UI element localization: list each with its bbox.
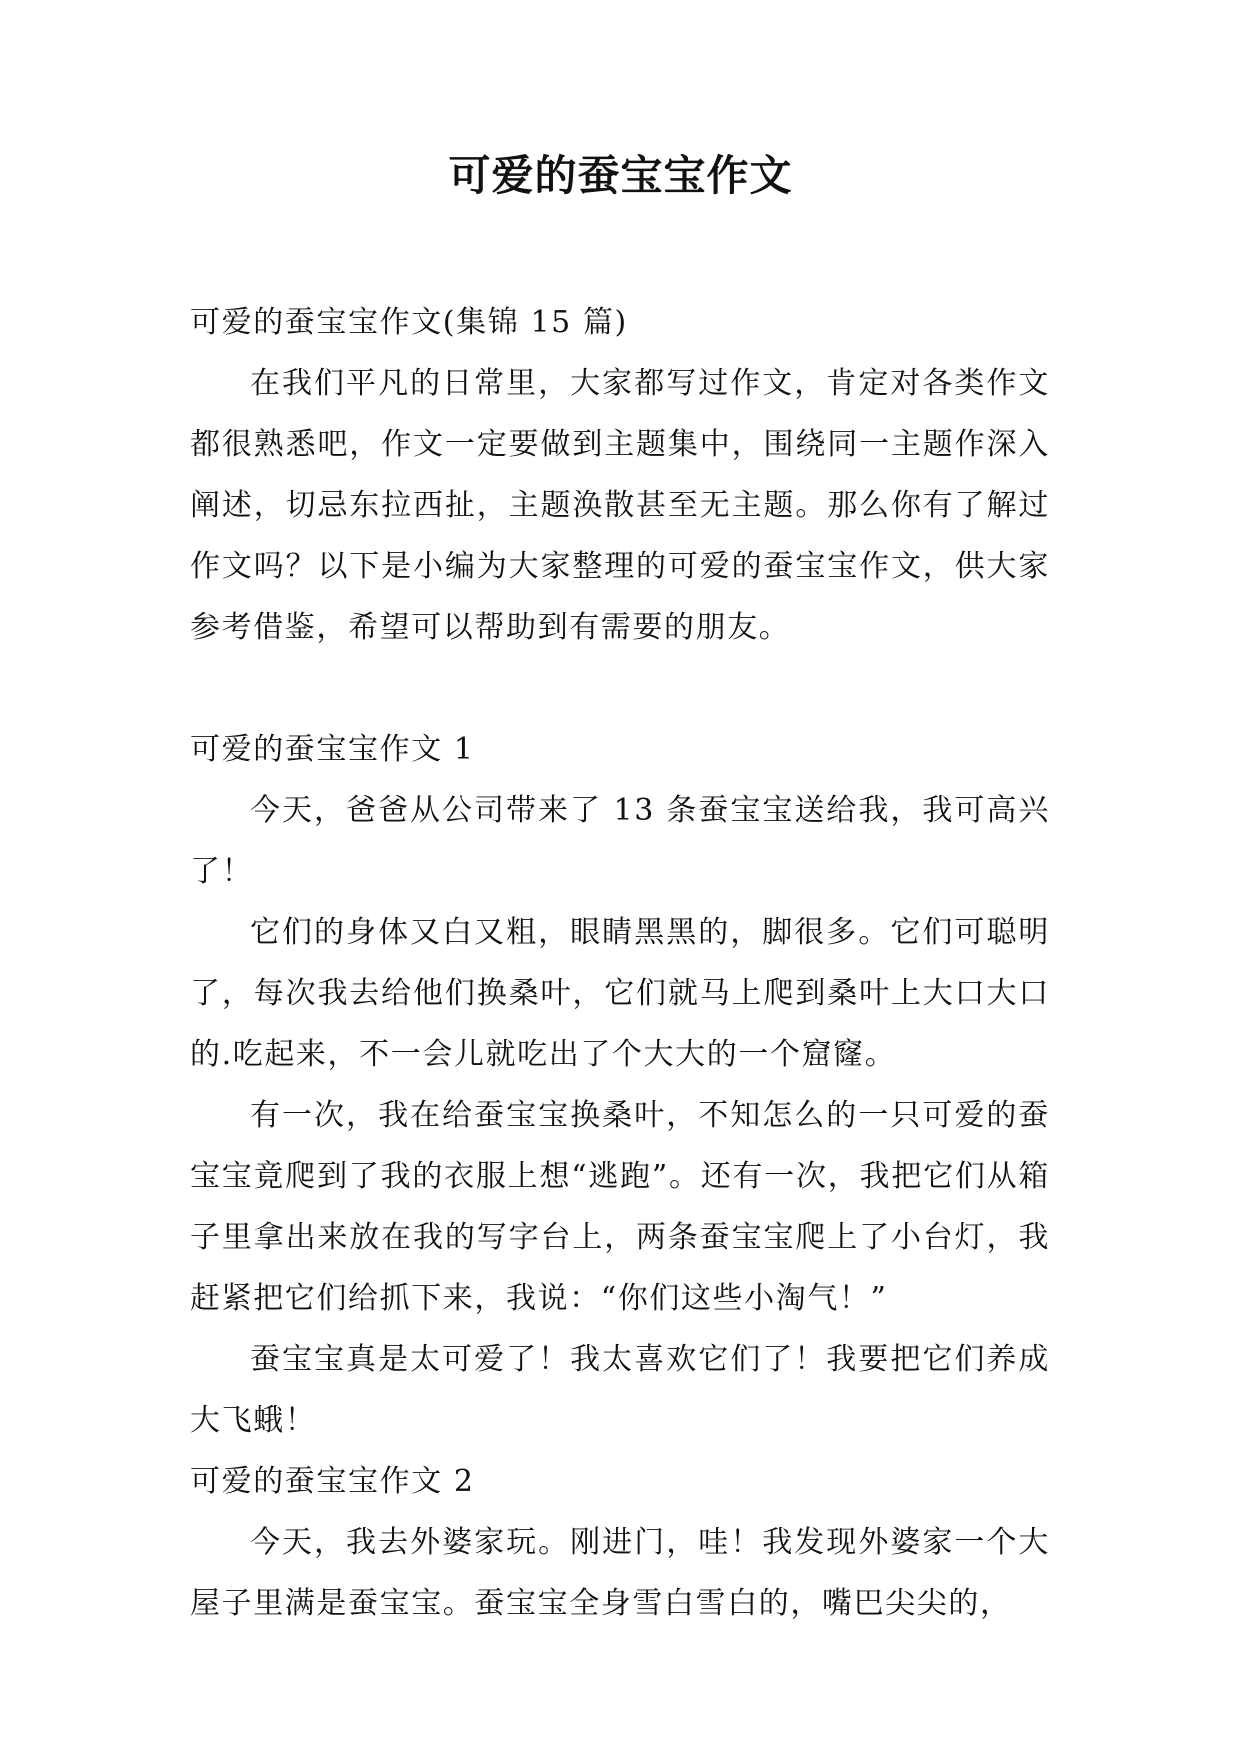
section-spacer — [190, 658, 1050, 719]
document-title: 可爱的蚕宝宝作文 — [448, 151, 793, 200]
essay-1-paragraph: 蚕宝宝真是太可爱了！我太喜欢它们了！我要把它们养成大飞蛾！ — [190, 1342, 1050, 1438]
document-body — [190, 292, 1050, 1634]
essay-1-paragraph: 今天，爸爸从公司带来了 13 条蚕宝宝送给我，我可高兴了！ — [190, 793, 1050, 889]
essay-1-paragraph: 它们的身体又白又粗，眼睛黑黑的，脚很多。它们可聪明了，每次我去给他们换桑叶，它们就马上爬到桑叶上大口大口的.吃起来，不一会儿就吃出了个大大的一个窟窿。 — [190, 915, 1050, 1072]
essay-2-heading: 可爱的蚕宝宝作文 2 — [190, 1464, 475, 1499]
essay-1-paragraph: 有一次，我在给蚕宝宝换桑叶，不知怎么的一只可爱的蚕宝宝竟爬到了我的衣服上想“逃跑”。还有一次，我把它们从箱子里拿出来放在我的写字台上，两条蚕宝宝爬上了小台灯，我赶紧把它们给抓下来，我说：“你们这些小淘气！” — [190, 1098, 1050, 1316]
essay-1-heading: 可爱的蚕宝宝作文 1 — [190, 732, 475, 767]
intro-paragraph: 在我们平凡的日常里，大家都写过作文，肯定对各类作文都很熟悉吧，作文一定要做到主题集中，围绕同一主题作深入阐述，切忌东拉西扯，主题涣散甚至无主题。那么你有了解过作文吗？以下是小编为大家整理的可爱的蚕宝宝作文，供大家参考借鉴，希望可以帮助到有需要的朋友。 — [190, 366, 1050, 645]
collection-subtitle: 可爱的蚕宝宝作文(集锦 15 篇) — [190, 305, 628, 340]
essay-2-paragraph: 今天，我去外婆家玩。刚进门，哇！我发现外婆家一个大屋子里满是蚕宝宝。蚕宝宝全身雪白雪白的，嘴巴尖尖的， — [190, 1525, 1050, 1621]
